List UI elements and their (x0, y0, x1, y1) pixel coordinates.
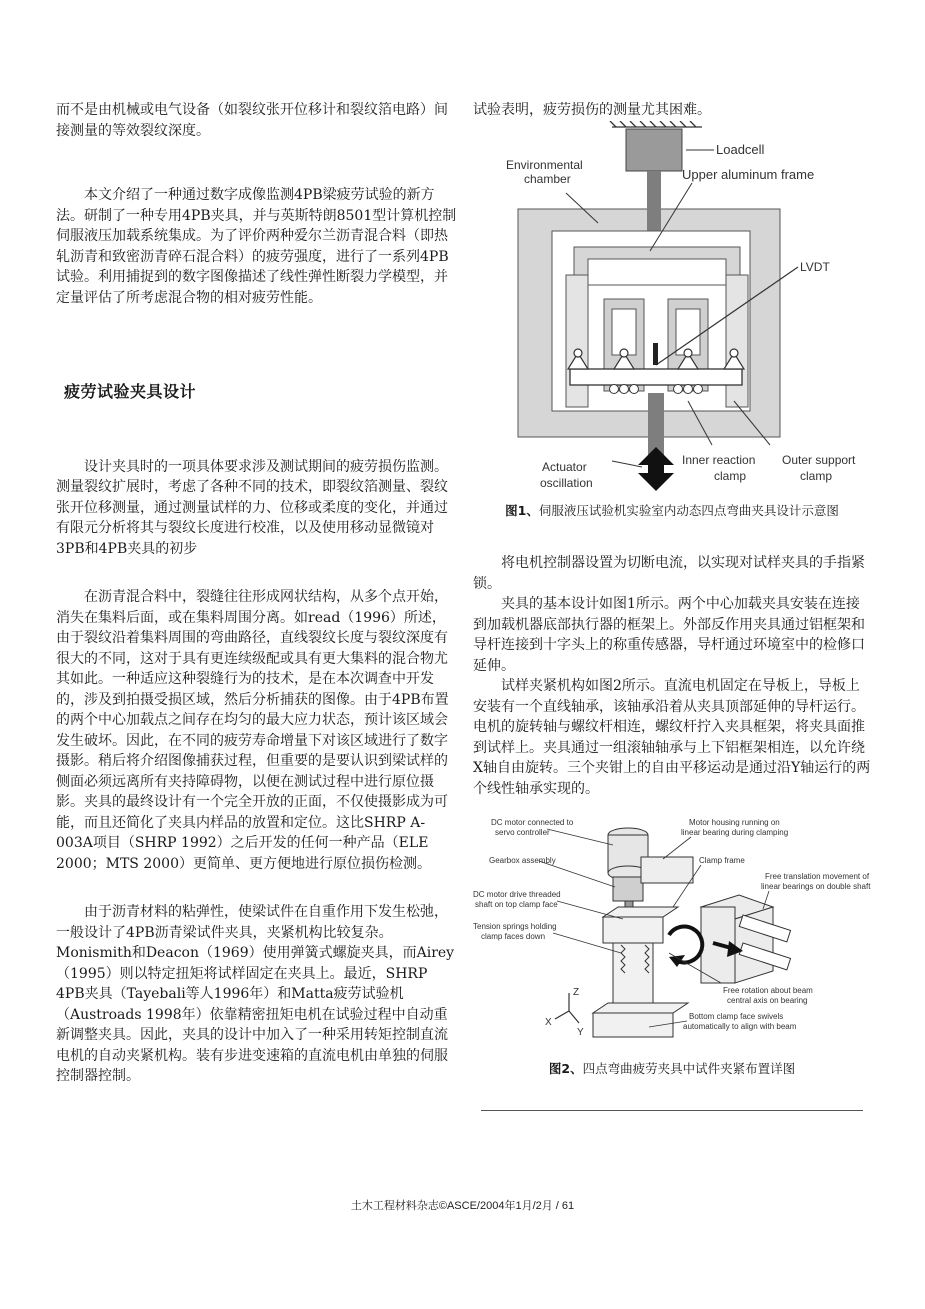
right-paragraph-4: 试样夹紧机构如图2所示。直流电机固定在导板上，导板上安装有一个直线轴承，该轴承沿着从夹具顶部延伸的导杆运行。电机的旋转轴与螺纹杆相连，螺纹杆拧入夹具框架，将夹具面推到试样上。夹具通过一组滚轴轴承与上下铝框架相连，以允许绕X轴自由旋转。三个夹钳上的自由平移运动是通过沿Y轴运行的两个线性轴承实现的。 (473, 678, 871, 797)
label-outer-support: Outer support (782, 452, 856, 467)
figure-1-caption-text: 伺服液压试验机实验室内动态四点弯曲夹具设计示意图 (538, 502, 839, 518)
axis-label-x: X (545, 1017, 552, 1028)
upper-frame-slot (588, 259, 726, 285)
side-block (701, 895, 773, 983)
label-bottom-clamp-1: Bottom clamp face swivels (689, 1012, 784, 1021)
left-paragraph-2: 本文介绍了一种通过数字成像监测4PB梁疲劳试验的新方法。研制了一种专用4PB夹具，并与英斯特朗8501型计算机控制伺服液压加载系统集成。为了评价两种爱尔兰沥青混合料（即热轧沥青和致密沥青碎石混合料）的疲劳强度，进行了一系列4PB试验。利用捕捉到的数字图像描述了线性弹性断裂力学模型，并定量评估了所考虑混合物的相对疲劳性能。 (56, 187, 457, 306)
right-paragraph-3: 夹具的基本设计如图1所示。两个中心加载夹具安装在连接到加载机器底部执行器的框架上。外部反作用夹具通过铝框架和导杆连接到十字头上的称重传感器，导杆通过环境室中的检修口延伸。 (473, 596, 865, 674)
label-free-rotation-1: Free rotation about beam (723, 986, 813, 995)
right-column (473, 100, 871, 1111)
label-lvdt: LVDT (800, 259, 830, 274)
lvdt-sensor (653, 343, 658, 365)
right-paragraph-1: 试验表明，疲劳损伤的测量尤其困难。 (473, 102, 711, 118)
horizontal-rule (481, 1110, 863, 1111)
label-dc-motor-2: servo controller (495, 828, 550, 837)
axis-label-z: Z (573, 987, 580, 998)
label-loadcell: Loadcell (716, 141, 765, 157)
label-springs-1: Tension springs holding (473, 922, 557, 931)
label-actuator: Actuator (542, 459, 587, 474)
right-paragraph-2: 将电机控制器设置为切断电流，以实现对试样夹具的手指紧锁。 (473, 555, 865, 592)
label-inner-reaction: Inner reaction (682, 452, 756, 467)
label-upper-frame: Upper aluminum frame (682, 166, 815, 182)
figure-1-schematic (482, 121, 862, 493)
ground-hatch (610, 121, 702, 127)
left-paragraph-4: 在沥青混合料中，裂缝往往形成网状结构，从多个点开始，消失在集料后面，或在集料周围分离。如read（1996）所述，由于裂纹沿着集料周围的弯曲路径，直线裂纹长度与裂纹深度有很大的不同，这对于具有更连续级配或具有更大集料的混合物尤其如此。一种适应这种裂缝行为的技术，是在本次调查中开发的，涉及到拍摄受损区域，然后分析捕获的图像。由于4PB布置的两个中心加载点之间存在均匀的最大应力状态，预计该区域会发生破坏。因此，在不同的疲劳寿命增量下对该区域进行了数字摄影。稍后将介绍图像捕获过程，但重要的是要认识到梁试样的侧面必须远离所有夹持障碍物，以便在测试过程中进行原位摄影。夹具的最终设计有一个完全开放的正面，不仅使摄影成为可能，而且还简化了夹具内样品的放置和定位。这比SHRP A-003A项目（SHRP 1992）之后开发的任何一种产品（ELE 2000；MTS 2000）更简单、更方便地进行原位损伤检测。 (56, 589, 449, 872)
figure-2-caption (473, 1059, 871, 1080)
upper-rod (647, 171, 661, 231)
label-environmental: Environmental (506, 157, 583, 172)
axis-label-y: Y (577, 1027, 584, 1038)
label-bottom-clamp-2: automatically to align with beam (683, 1022, 797, 1031)
label-dc-motor-1: DC motor connected to (491, 818, 574, 827)
label-springs-2: clamp faces down (481, 932, 546, 941)
label-chamber: chamber (524, 171, 571, 186)
label-inner-clamp: clamp (714, 468, 747, 483)
label-outer-clamp: clamp (800, 468, 833, 483)
label-free-translation-2: linear bearings on double shaft (761, 882, 871, 891)
beam-specimen (570, 369, 742, 385)
motor-housing-plate (641, 857, 693, 883)
clamp-frame (593, 907, 688, 1037)
page-footer: 土木工程材料杂志©ASCE/2004年1月/2月 / 61 (350, 1200, 575, 1212)
label-free-rotation-2: central axis on bearing (727, 996, 808, 1005)
label-housing-2: linear bearing during clamping (681, 828, 789, 837)
figure-2-caption-text: 四点弯曲疲劳夹具中试件夹紧布置详图 (582, 1061, 796, 1076)
loadcell-box (626, 129, 682, 171)
left-paragraph-5: 由于沥青材料的粘弹性，使梁试件在自重作用下发生松弛，一般设计了4PB沥青梁试件夹具，夹紧机构比较复杂。Monismith和Deacon（1969）使用弹簧式螺旋夹具，而Airey（1995）则以特定扭矩将试样固定在夹具上。最近，SHRP 4PB夹具（Tayebali等人1996年）和Matta疲劳试验机（Austroads 1998年）依靠精密扭矩电机在试验过程中自动重新调整夹具。因此，夹具的设计中加入了一种采用转矩控制直流电机的自动夹紧机构。装有步进变速箱的直流电机由单独的伺服控制器控制。 (56, 904, 455, 1084)
label-threaded-shaft-2: shaft on top clamp face (475, 900, 558, 909)
label-threaded-shaft-1: DC motor drive threaded (473, 890, 561, 899)
left-column (56, 100, 458, 1087)
figure-1-caption-number: 图1、 (505, 502, 539, 518)
label-free-translation-1: Free translation movement of (765, 872, 870, 881)
left-paragraph-1: 而不是由机械或电气设备（如裂纹张开位移计和裂纹箔电路）间接测量的等效裂纹深度。 (56, 102, 448, 139)
label-housing-1: Motor housing running on (689, 818, 780, 827)
figure-2-diagram (473, 815, 893, 1051)
oscillation-arrow (638, 447, 674, 491)
label-clamp-frame: Clamp frame (699, 856, 745, 865)
section-heading: 疲劳试验夹具设计 (64, 382, 197, 401)
figure-1-caption (473, 501, 871, 522)
figure-2-caption-number: 图2、 (548, 1061, 583, 1076)
label-oscillation: oscillation (540, 475, 593, 490)
left-paragraph-3: 设计夹具时的一项具体要求涉及测试期间的疲劳损伤监测。测量裂纹扩展时，考虑了各种不同的技术，即裂纹箔测量、裂纹张开位移测量，通过测量试样的力、位移或柔度的变化，并通过有限元分析将其与裂纹长度进行校准，以及使用移动显微镜对3PB和4PB夹具的初步 (56, 458, 448, 557)
label-gearbox: Gearbox assembly (489, 856, 556, 865)
